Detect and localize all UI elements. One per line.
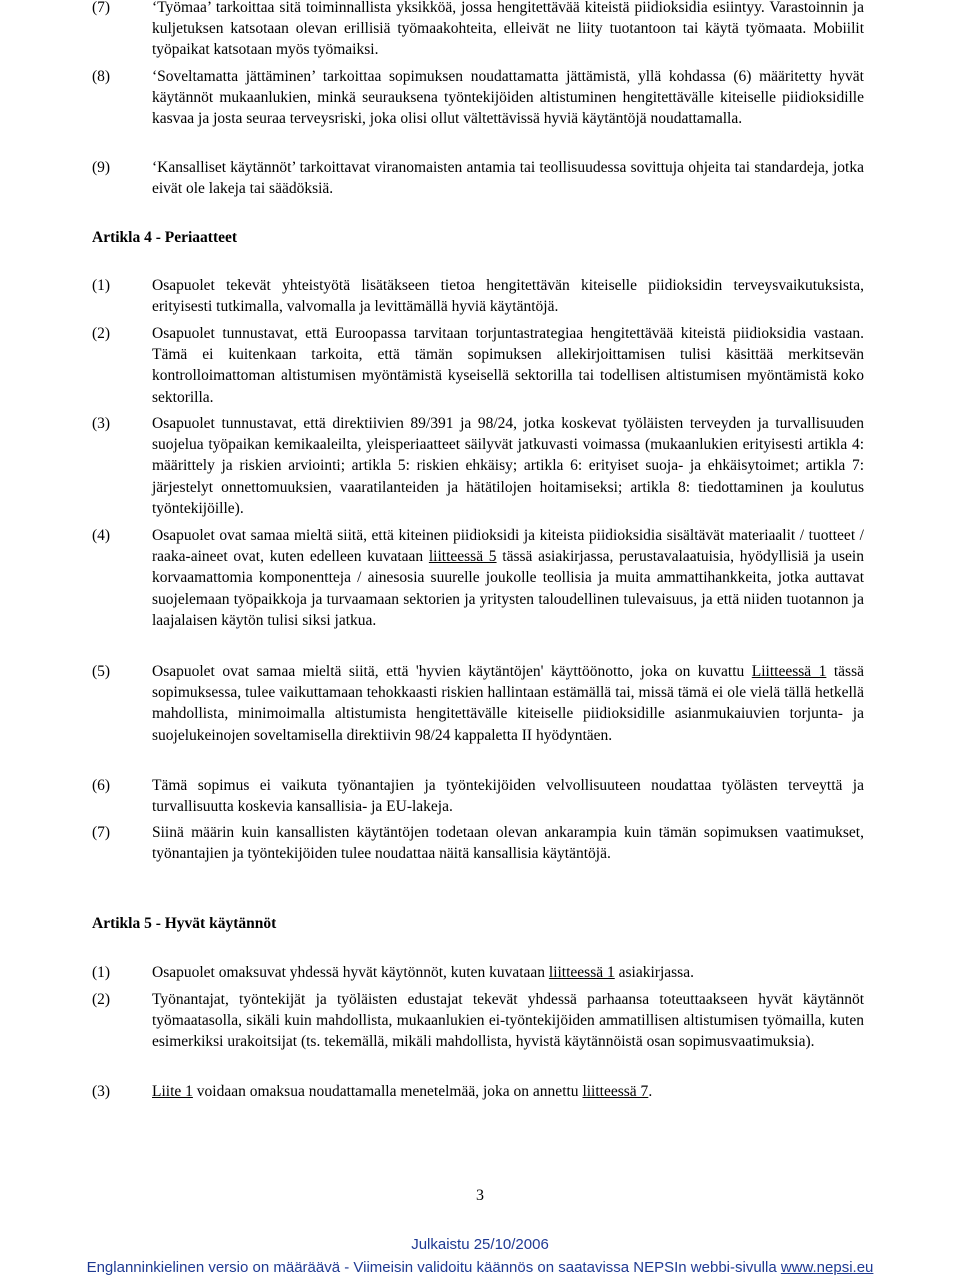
paragraph-number: (5) [92,663,111,680]
paragraph-text: ‘Soveltamatta jättäminen’ tarkoittaa sopimuksen noudattamatta jättämistä, yllä kohdassa (6) määritetty hyvät käytännöt mukaanlukien, minkä seurauksena työntekijöiden altistuminen hengitettävälle kiteiselle piidioksidille kasvaa ja josta seuraa terveysriski, joka olisi ollut vältettävissä hyviä käytäntöjä noudattamalla. [152,68,864,128]
definition-8 [92,66,864,130]
paragraph-text: ‘Työmaa’ tarkoittaa sitä toiminnallista yksikköä, jossa hengitettävää kiteistä piidioksidia esiintyy. Varastoinnin ja kuljetuksen katsotaan olevan erillisiä työmaakohteita, elleivät ne liity tuotantoon tai käytä työmaata. Mobiilit työpaikat katsotaan myös työmaiksi. [152,0,864,59]
text-before: Osapuolet omaksuvat yhdessä hyvät käytönnöt, kuten kuvataan [152,964,549,981]
article-4-item-6 [92,775,864,817]
paragraph-number: (1) [92,277,111,294]
paragraph-number: (3) [92,415,111,432]
article-5-item-1 [92,962,864,983]
annex-1-link[interactable]: Liite 1 [152,1083,193,1100]
article-4-item-5 [92,661,864,746]
annex-1-link[interactable]: liitteessä 1 [548,964,615,981]
article-4-heading: Artikla 4 - Periaatteet [92,229,238,246]
paragraph-text: Osapuolet tunnustavat, että Euroopassa tarvitaan torjuntastrategiaa hengitettävää kiteistä piidioksidia vastaan. Tämä ei kuitenkaan tarkoita, että tämän sopimuksen allekirjoittamisen tulisi käsittää merkitsevän kontrolloimattoman altistumisen myöntämistä kyseisellä sektorilla tai todellisen altistumisen myöntämistä koko sektorilla. [152,325,864,406]
article-5-item-3 [92,1081,864,1102]
text-after: tässä asiakirjassa, perustavalaatuisia, hyödyllisiä ja usein korvaamattomia komponentteja / ainesosia suurelle joukolle teollisia ja muita ammattihankkeita, jotka auttavat suojelemaan työpaikkoja ja turvaamaan sektorien ja yritysten taloudellinen tulevaisuus, ja että niiden tuotannon ja laajalaisen käytön tulisi siksi jatkua. [152,548,864,629]
paragraph-number: (6) [92,777,111,794]
text-after: tässä sopimuksessa, tulee vaikuttamaan tehokkaasti riskien hallintaan estämällä tai, missä tämä ei ole vielä tällä hetkellä mahdollista, minimoimalla altistumista hengitettävälle kiteiselle piidioksidille asianmukaiuvien torjunta- ja suojelukeinojen soveltamisella direktiivin 98/24 kappaletta II hyödyntäen. [152,663,864,744]
paragraph-number: (1) [92,964,111,981]
text-after: . [648,1083,653,1100]
paragraph-text [152,661,864,746]
paragraph-text: Siinä määrin kuin kansallisten käytäntöjen todetaan olevan ankarampia kuin tämän sopimuksen vaatimukset, työnantajien ja työntekijöiden tulee noudattaa näitä kansallisia käytäntöjä. [152,824,864,863]
article-4-item-3 [92,413,864,519]
paragraph-number: (7) [92,824,111,841]
definition-9 [92,157,864,199]
article-4-item-4 [92,525,864,631]
text-before: Osapuolet ovat samaa mieltä siitä, että 'hyvien käytäntöjen' käyttöönotto, joka on kuvattu [152,663,752,680]
website-link[interactable]: www.nepsi.eu [780,1259,874,1276]
paragraph-text: Osapuolet tekevät yhteistyötä lisätäkseen tietoa hengitettävän kiteiselle piidioksidin terveysvaikutuksista, erityisesti tutkimalla, valvomalla ja levittämällä hyviä käytäntöjä. [152,277,864,316]
paragraph-text: Tämä sopimus ei vaikuta työnantajien ja työntekijöiden velvollisuuteen noudattaa työlästen terveyttä ja turvallisuutta koskevia kansallisia- ja EU-lakeja. [152,777,864,816]
paragraph-number: (2) [92,325,111,342]
article-4-item-2 [92,323,864,408]
paragraph-text: ‘Kansalliset käytännöt’ tarkoittavat viranomaisten antamia tai teollisuudessa sovittuja ohjeita tai standardeja, jotka eivät ole lakeja tai säädöksiä. [152,159,864,198]
paragraph-number: (4) [92,527,111,544]
paragraph-text [152,525,864,631]
paragraph-text [152,962,864,983]
annex-1-link[interactable]: Liitteessä 1 [751,663,827,680]
article-4-item-1 [92,275,864,317]
text-after: asiakirjassa. [614,964,694,981]
text-before: Osapuolet ovat samaa mieltä siitä, että kiteinen piidioksidi ja kiteista piidioksidia sisältävät materiaalit / tuotteet / raaka-aineet ovat, kuten edelleen kuvataan [152,527,864,566]
disclaimer-text: Englanninkielinen versio on määräävä - Viimeisin validoitu käännös on saatavissa NEPSIn webbi-sivulla [86,1259,781,1276]
text-middle: voidaan omaksua noudattamalla menetelmää, joka on annettu [192,1083,583,1100]
paragraph-number: (8) [92,68,111,85]
paragraph-number: (3) [92,1083,111,1100]
annex-7-link[interactable]: liitteessä 7 [582,1083,649,1100]
annex-5-link[interactable]: liitteessä 5 [428,548,497,566]
paragraph-text [152,1081,864,1102]
paragraph-number: (7) [92,0,111,16]
footer-disclaimer [0,1259,960,1276]
publication-date: Julkaistu 25/10/2006 [411,1236,549,1253]
paragraph-number: (2) [92,991,111,1008]
paragraph-text: Työnantajat, työntekijät ja työläisten edustajat tekevät yhdessä parhaansa toteuttaakseen hyvät käytännöt työmaatasolla, sikäli kuin mahdollista, mukaanlukien ei-työntekijöiden ammatillisen altistumisen työmailla, kuten esimerkiksi urakoitsijat (ts. tekemällä, mikäli mahdollista, hyvistä käytännöistä osan sopimusvaatimuksia). [152,991,864,1051]
definition-7 [92,0,864,61]
article-4-item-7 [92,822,864,864]
article-5-item-2 [92,989,864,1053]
article-5-heading: Artikla 5 - Hyvät käytännöt [92,915,277,932]
page-number: 3 [476,1187,484,1204]
paragraph-text: Osapuolet tunnustavat, että direktiivien 89/391 ja 98/24, jotka koskevat työläisten terveyden ja turvallisuuden suojelua työpaikan kemikaaleilta, yleisperiaatteet säilyvät jatkuvasti voimassa (mukaanlukien erityisesti artikla 4: määrittely ja riskien arviointi; artikla 5: riskien ehkäisy; artikla 6: erityiset suoja- ja ehkäisytoimet; artikla 7: järjestelyt onnettomuuksien, vaaratilanteiden ja hätätilojen hoitamiseksi; artikla 8: tiedottaminen ja koulutus työntekijöille). [152,415,864,517]
paragraph-number: (9) [92,159,111,176]
